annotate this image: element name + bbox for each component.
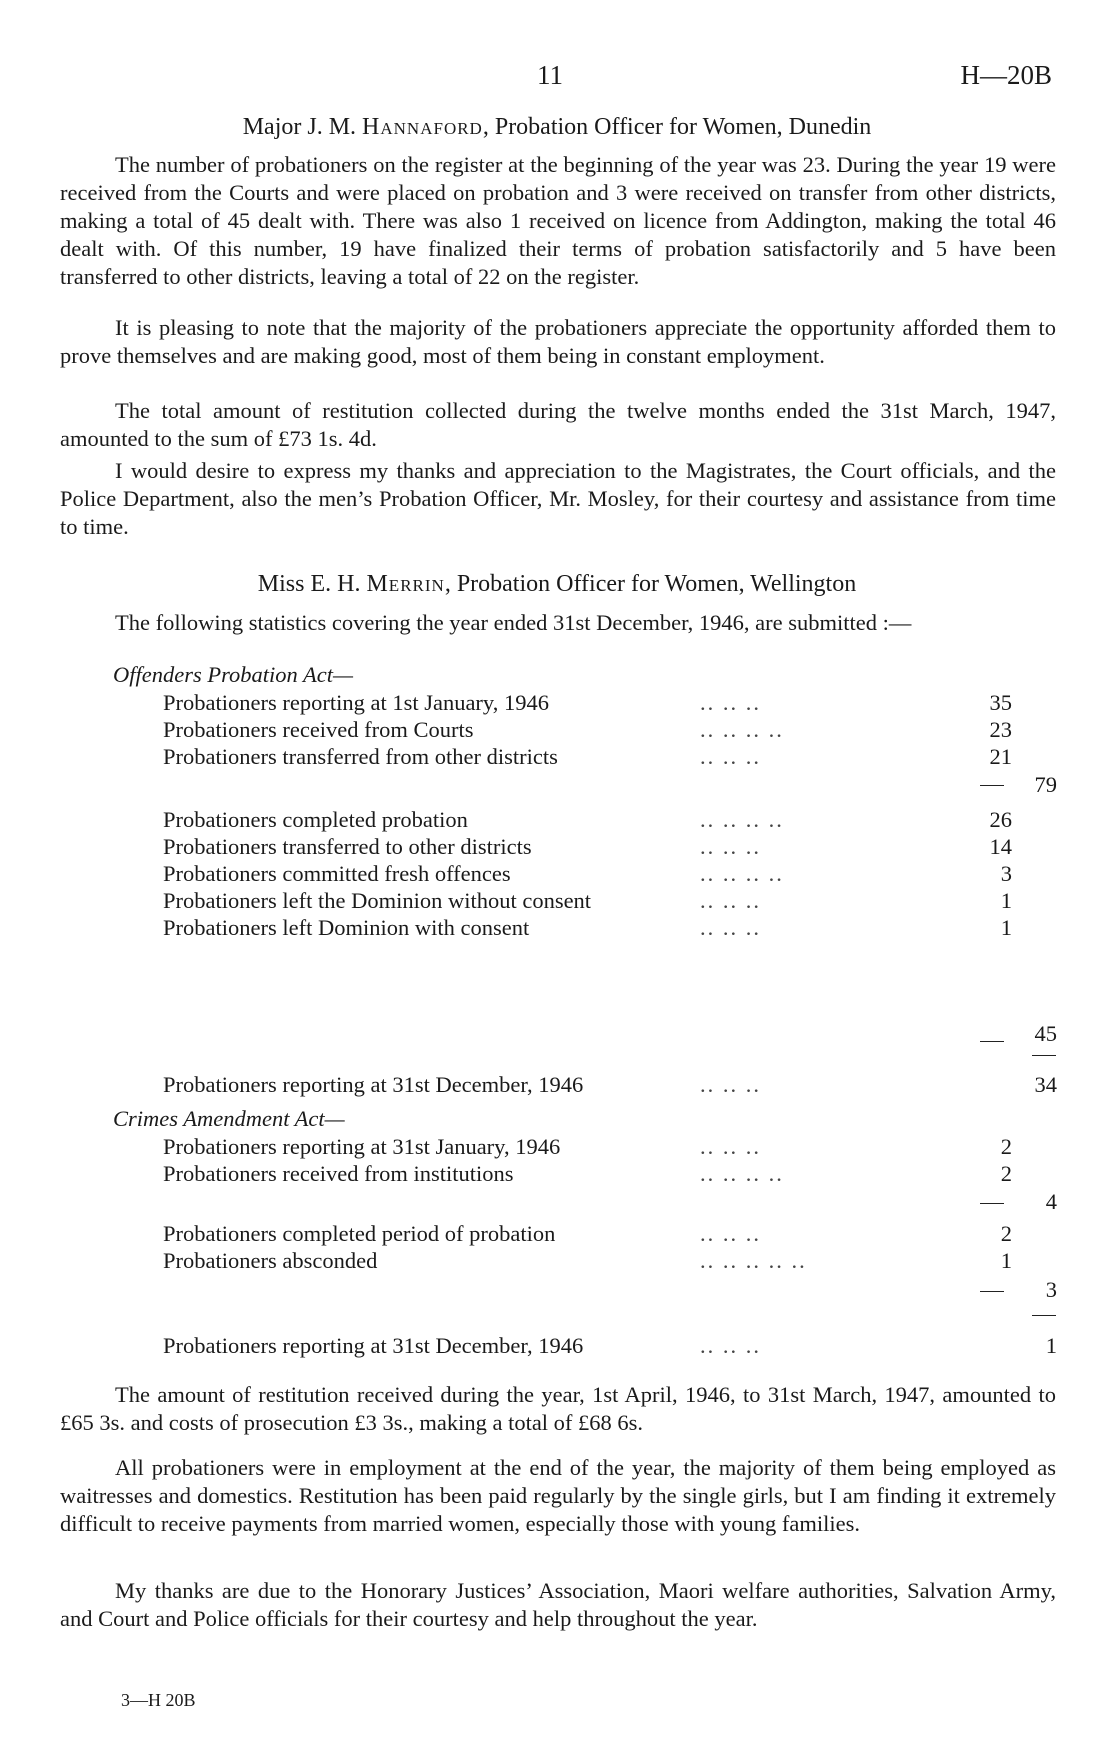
table-row: Probationers reporting at 1st January, 1946 .. .. .. 35 — [163, 690, 1012, 715]
total-rule — [1032, 1055, 1056, 1056]
paragraph: It is pleasing to note that the majority of the probationers appreciate the opportunity afforded them to prove themselves and are making good, most of them being in constant employment. — [60, 315, 1056, 368]
paragraph: I would desire to express my thanks and appreciation to the Magistrates, the Court officials, and the Police Department, also the men’s Probation Officer, Mr. Mosley, for their courtesy and assistance from time to time. — [60, 458, 1056, 539]
statistics-intro: The following statistics covering the year ended 31st December, 1946, are submitted :— — [115, 610, 912, 635]
paragraph: All probationers were in employment at the end of the year, the majority of them being employed as waitresses and domestics. Restitution has been paid regularly by the single girls, but I am finding it extremely difficult to receive payments from married women, especially those with young families. — [60, 1455, 1056, 1536]
table-row: Probationers completed probation .. .. .. .. 26 — [163, 807, 1012, 832]
act-title: Crimes Amendment Act— — [113, 1106, 345, 1131]
table-row: Probationers reporting at 31st January, 1946 .. .. .. 2 — [163, 1134, 1012, 1159]
officer-name: Hannaford — [362, 114, 483, 140]
closing-row: Probationers reporting at 31st December, 1946 .. .. .. 1 — [163, 1333, 1057, 1358]
paragraph: The total amount of restitution collected during the twelve months ended the 31st March, 1947, amounted to the sum of £73 1s. 4d. — [60, 398, 1056, 451]
section-heading-wellington: Miss E. H. Merrin, Probation Officer for Women, Wellington — [257, 571, 857, 597]
subtotal-row: 45 — [1034, 1021, 1057, 1046]
table-row: Probationers committed fresh offences .. .. .. .. 3 — [163, 861, 1012, 886]
act-title: Offenders Probation Act— — [113, 662, 353, 687]
footer-signature: 3—H 20B — [121, 1690, 196, 1710]
subtotal-row: 4 — [1045, 1189, 1057, 1214]
paragraph: The number of probationers on the register at the beginning of the year was 23. During the year 19 were received from the Courts and were placed on probation and 3 were received on transfer from other districts, making a total of 45 dealt with. There was also 1 received on licence from Addington, making the total 46 dealt with. Of this number, 19 have finalized their terms of probation satisfactorily and 5 have been transferred to other districts, leaving a total of 22 on the register. — [60, 152, 1056, 289]
subtotal-row: 79 — [1034, 772, 1057, 797]
table-row: Probationers left the Dominion without consent .. .. .. 1 — [163, 888, 1012, 913]
page-number: 11 — [537, 60, 563, 90]
closing-row: Probationers reporting at 31st December, 1946 .. .. .. 34 — [163, 1072, 1057, 1097]
subtotal-row: 3 — [1045, 1277, 1057, 1302]
officer-name: Merrin — [366, 571, 445, 597]
total-rule — [1032, 1315, 1056, 1316]
paragraph: The amount of restitution received during the year, 1st April, 1946, to 31st March, 1947, amounted to £65 3s. and costs of prosecution £3 3s., making a total of £68 6s. — [60, 1382, 1056, 1435]
table-row: Probationers absconded .. .. .. .. .. 1 — [163, 1248, 1012, 1273]
document-reference: H—20B — [960, 60, 1052, 90]
section-heading-dunedin: Major J. M. Hannaford, Probation Officer for Women, Dunedin — [242, 114, 872, 140]
table-row: Probationers completed period of probation .. .. .. 2 — [163, 1221, 1012, 1246]
table-row: Probationers received from Courts .. .. .. .. 23 — [163, 717, 1012, 742]
paragraph: My thanks are due to the Honorary Justices’ Association, Maori welfare authorities, Salvation Army, and Court and Police officials for their courtesy and help throughout the year. — [60, 1578, 1056, 1631]
table-row: Probationers transferred to other districts .. .. .. 14 — [163, 834, 1012, 859]
table-row: Probationers received from institutions .. .. .. .. 2 — [163, 1161, 1012, 1186]
table-row: Probationers left Dominion with consent .. .. .. 1 — [163, 915, 1012, 940]
table-row: Probationers transferred from other districts .. .. .. 21 — [163, 744, 1012, 769]
